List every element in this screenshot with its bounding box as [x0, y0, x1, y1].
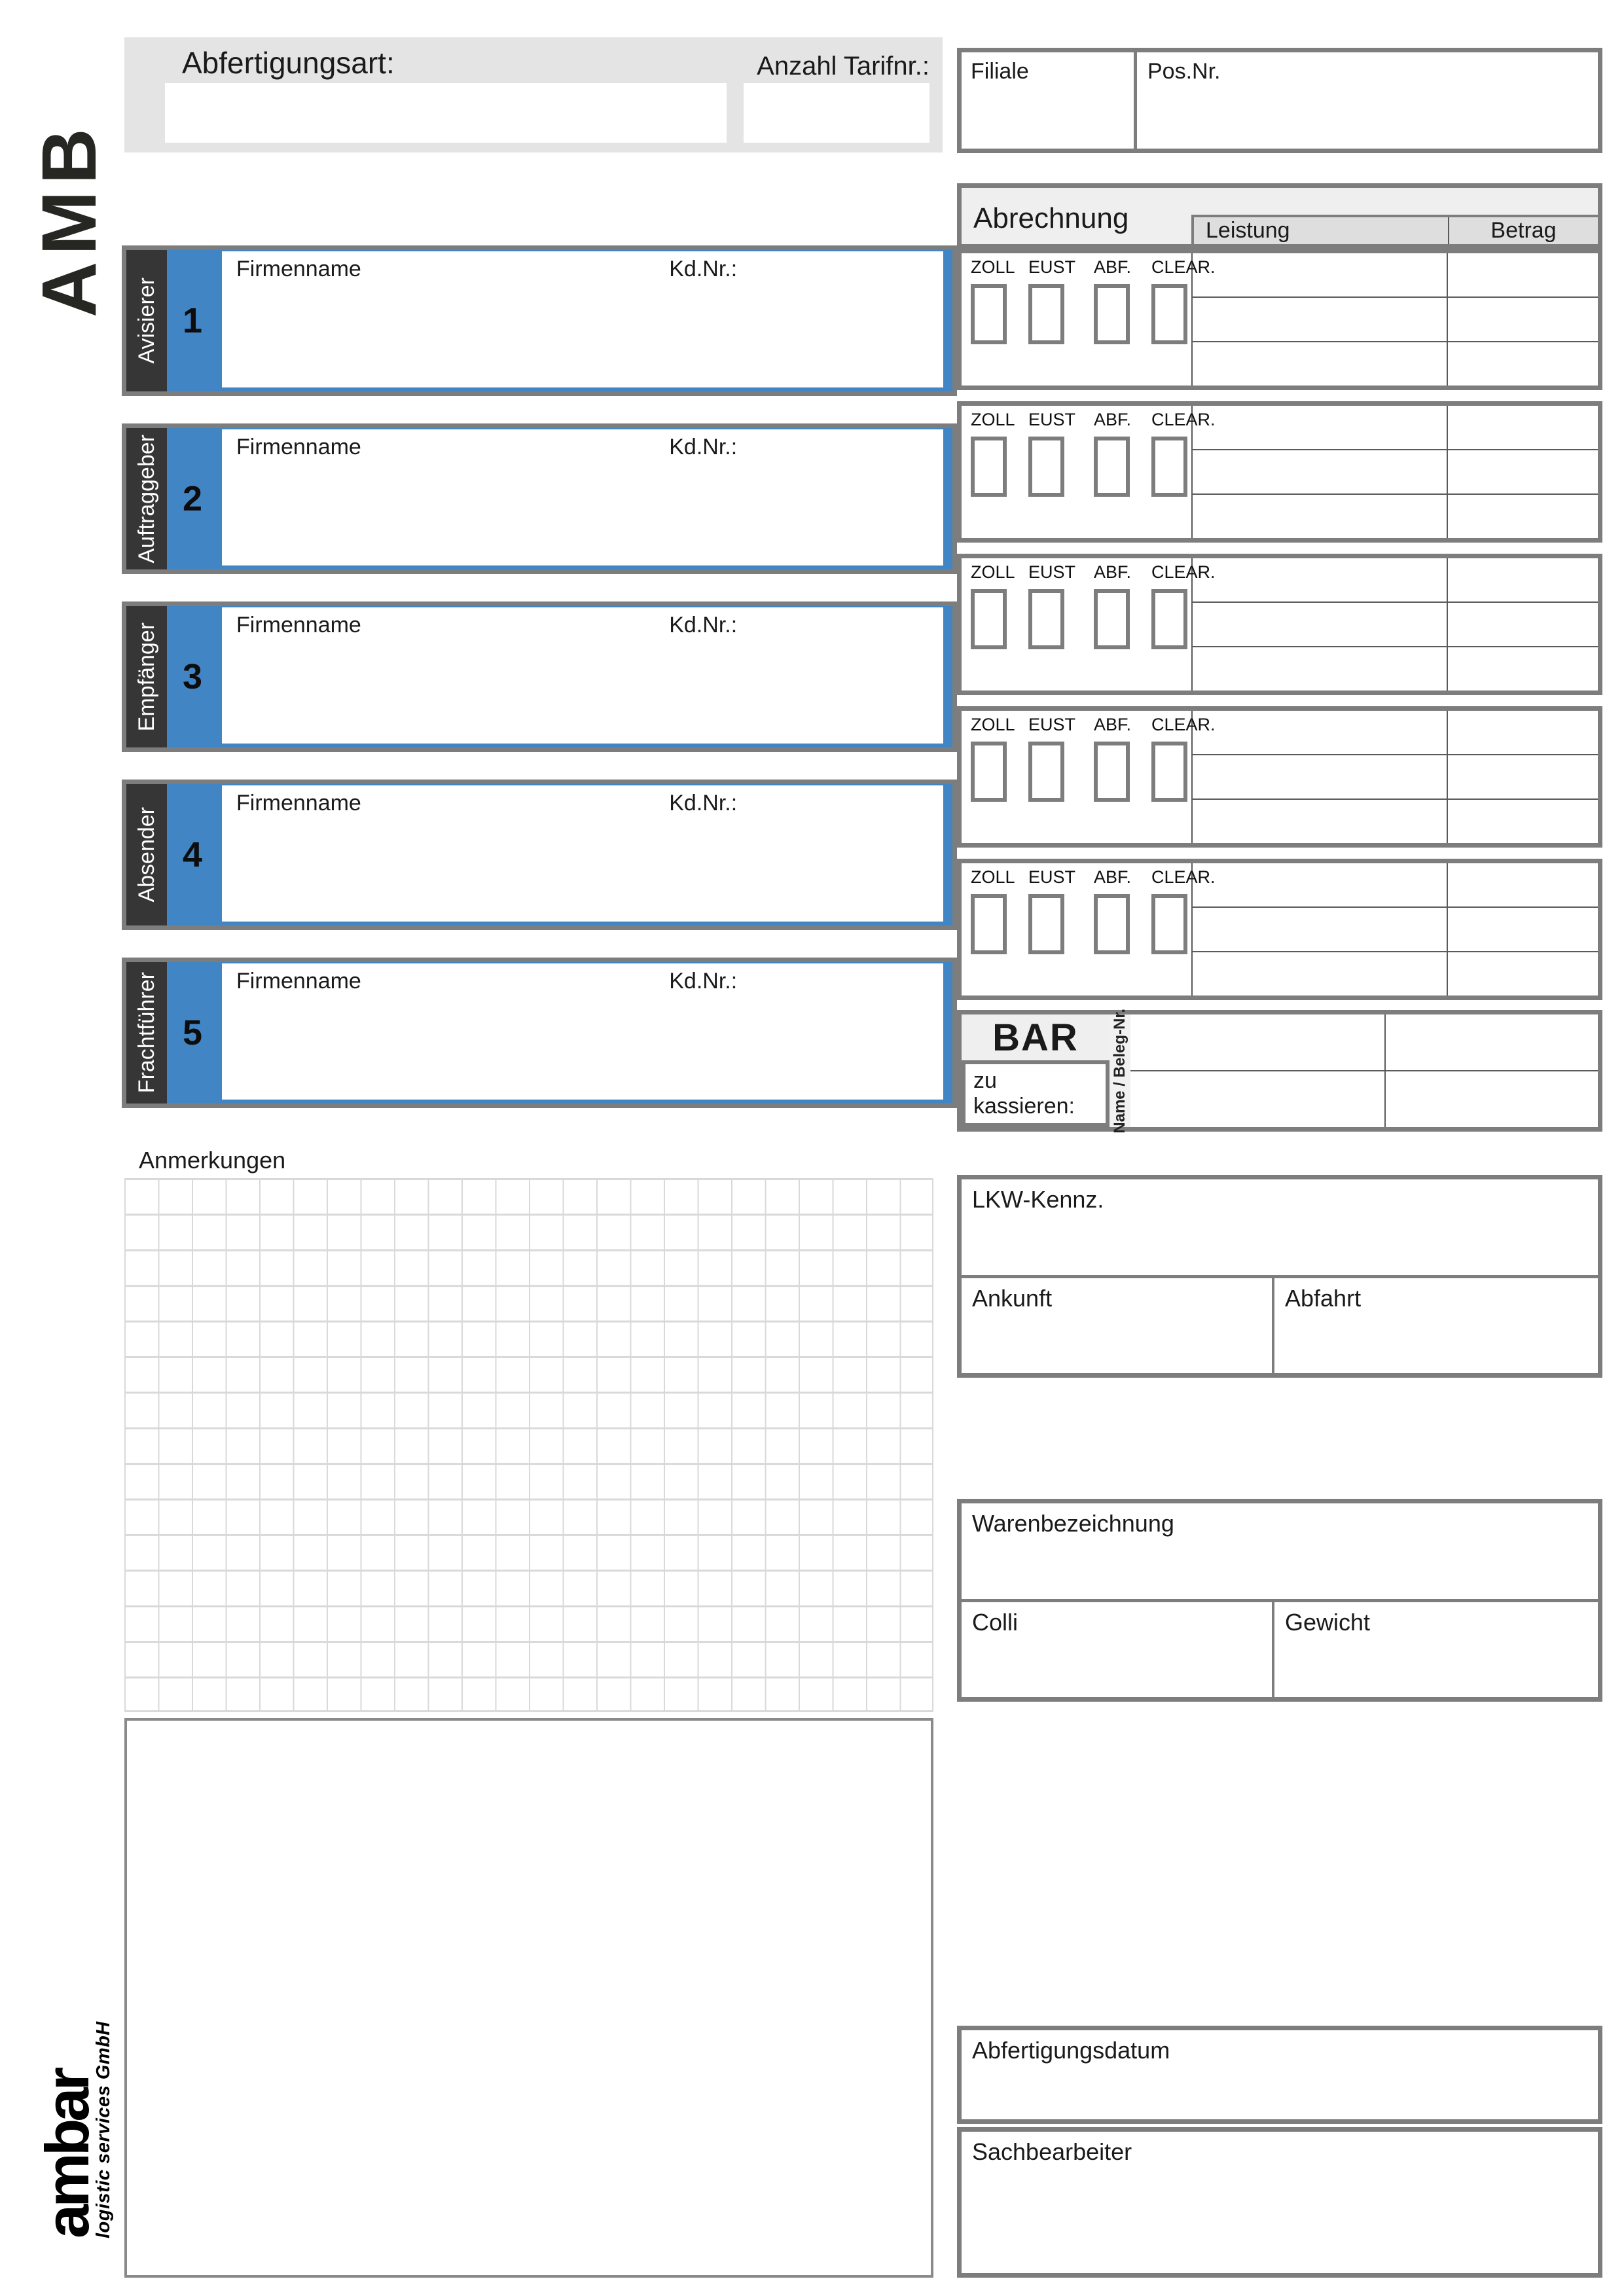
eust-group [1028, 257, 1075, 344]
filiale-label: Filiale [971, 59, 1029, 84]
party-address-field[interactable] [222, 785, 943, 922]
abf-label: ABF. [1094, 257, 1132, 277]
abf-checkbox[interactable] [1094, 742, 1130, 802]
party-role-label: Auftraggeber [134, 434, 159, 564]
zoll-label: ZOLL [971, 410, 1015, 429]
leistung-cell[interactable] [1193, 253, 1448, 296]
lkw-label: LKW-Kennz. [972, 1186, 1104, 1213]
billing-row [1193, 800, 1598, 843]
betrag-cell[interactable] [1448, 495, 1598, 538]
abrechnung-block [957, 554, 1602, 695]
billing-row [1193, 952, 1598, 996]
checkbox-zone [962, 253, 1216, 386]
billing-row [1193, 253, 1598, 298]
checkbox-zone [962, 406, 1216, 538]
clear-checkbox[interactable] [1151, 894, 1187, 954]
zoll-checkbox[interactable] [971, 284, 1007, 344]
abrechnung-column-headers [1191, 215, 1598, 244]
abrechnung-header [957, 183, 1602, 249]
clear-checkbox[interactable] [1151, 284, 1187, 344]
bar-rows [1130, 1014, 1598, 1127]
abf-group [1094, 257, 1131, 344]
abfertigungsart-section [124, 37, 943, 152]
betrag-column-header: Betrag [1490, 218, 1557, 243]
party-row [122, 601, 957, 752]
eust-group [1028, 562, 1075, 649]
posnr-field[interactable] [1137, 52, 1598, 149]
abf-label: ABF. [1094, 867, 1132, 887]
party-row [122, 958, 957, 1108]
zoll-group [971, 410, 1015, 497]
firmenname-label: Firmenname [236, 791, 361, 816]
zoll-group [971, 867, 1015, 954]
zoll-label: ZOLL [971, 715, 1015, 734]
abfahrt-field[interactable] [1274, 1278, 1598, 1373]
filiale-posnr-box [957, 48, 1602, 153]
anmerkungen-label: Anmerkungen [139, 1147, 286, 1174]
leistung-cell[interactable] [1193, 755, 1448, 798]
leistung-cell[interactable] [1193, 342, 1448, 386]
zu-kassieren-field[interactable] [962, 1060, 1110, 1127]
billing-row [1193, 406, 1598, 450]
abf-label: ABF. [1094, 410, 1132, 429]
abf-label: ABF. [1094, 715, 1132, 734]
clear-label: CLEAR. [1151, 715, 1216, 734]
name-beleg-strip [1110, 1008, 1130, 1134]
abf-group [1094, 867, 1131, 954]
party-row [122, 780, 957, 930]
abrechnung-block [957, 401, 1602, 543]
name-beleg-label: Name / Beleg-Nr. [1111, 1008, 1128, 1134]
colli-field[interactable] [962, 1602, 1274, 1697]
lkw-box [957, 1175, 1602, 1378]
bar-leistung-cell[interactable] [1130, 1071, 1386, 1127]
party-number: 3 [183, 657, 203, 696]
leistung-cell[interactable] [1193, 711, 1448, 754]
billing-table [1193, 406, 1598, 538]
eust-checkbox[interactable] [1028, 742, 1064, 802]
abrechnung-title: Abrechnung [973, 202, 1129, 234]
party-number: 5 [183, 1013, 203, 1052]
party-number: 2 [183, 479, 203, 518]
party-role-label: Frachtführer [134, 972, 159, 1094]
bar-section [957, 1010, 1602, 1132]
party-role-label: Avisierer [134, 278, 159, 364]
zoll-group [971, 715, 1015, 802]
betrag-cell[interactable] [1448, 406, 1598, 449]
party-role-tab [126, 962, 167, 1103]
party-number: 4 [183, 835, 203, 874]
betrag-cell[interactable] [1448, 253, 1598, 296]
zoll-label: ZOLL [971, 867, 1015, 887]
billing-row [1193, 342, 1598, 386]
abrechnung-block [957, 859, 1602, 1000]
eust-label: EUST [1028, 715, 1076, 734]
lkw-field[interactable] [962, 1179, 1598, 1220]
eust-label: EUST [1028, 562, 1076, 582]
betrag-cell[interactable] [1448, 558, 1598, 601]
betrag-cell[interactable] [1448, 711, 1598, 754]
party-address-field[interactable] [222, 429, 943, 565]
billing-row [1193, 863, 1598, 908]
eust-group [1028, 867, 1075, 954]
zu-kassieren-label: zu kassieren: [973, 1068, 1075, 1119]
anzahl-tarifnr-label: Anzahl Tarifnr.: [757, 52, 929, 81]
eust-label: EUST [1028, 410, 1076, 429]
warenbezeichnung-label: Warenbezeichnung [972, 1510, 1174, 1537]
betrag-cell[interactable] [1448, 603, 1598, 646]
betrag-cell[interactable] [1448, 908, 1598, 951]
bar-leistung-cell[interactable] [1130, 1014, 1386, 1070]
bar-betrag-cell[interactable] [1386, 1014, 1598, 1070]
ankunft-label: Ankunft [972, 1285, 1053, 1312]
party-role-tab [126, 784, 167, 925]
kdnr-label: Kd.Nr.: [669, 435, 738, 459]
firmenname-label: Firmenname [236, 257, 361, 281]
party-address-field[interactable] [222, 251, 943, 387]
party-role-tab [126, 250, 167, 391]
billing-table [1193, 253, 1598, 386]
free-notes-area[interactable] [124, 1718, 933, 2278]
abf-checkbox[interactable] [1094, 284, 1130, 344]
anmerkungen-grid[interactable] [124, 1178, 933, 1712]
zoll-checkbox[interactable] [971, 894, 1007, 954]
leistung-cell[interactable] [1193, 952, 1448, 996]
abf-checkbox[interactable] [1094, 894, 1130, 954]
amb-logo: AMB [26, 122, 113, 317]
zoll-group [971, 562, 1015, 649]
colli-gewicht-row [962, 1599, 1598, 1697]
clear-checkbox[interactable] [1151, 589, 1187, 649]
firmenname-label: Firmenname [236, 435, 361, 459]
party-role-tab [126, 606, 167, 747]
leistung-cell[interactable] [1193, 800, 1448, 843]
leistung-cell[interactable] [1193, 558, 1448, 601]
leistung-cell[interactable] [1193, 495, 1448, 538]
ambar-logo-subtitle: logistic services GmbH [93, 2021, 115, 2238]
sachbearbeiter-field[interactable] [957, 2127, 1602, 2278]
betrag-cell[interactable] [1448, 298, 1598, 341]
abf-label: ABF. [1094, 562, 1132, 582]
eust-group [1028, 715, 1075, 802]
checkbox-zone [962, 863, 1216, 996]
zoll-checkbox[interactable] [971, 742, 1007, 802]
kdnr-label: Kd.Nr.: [669, 969, 738, 994]
billing-row [1193, 908, 1598, 952]
betrag-cell[interactable] [1448, 647, 1598, 691]
party-role-label: Empfänger [134, 622, 159, 732]
party-number: 1 [183, 301, 203, 340]
clear-label: CLEAR. [1151, 410, 1216, 429]
zoll-group [971, 257, 1015, 344]
eust-checkbox[interactable] [1028, 894, 1064, 954]
abfertigungsart-label: Abfertigungsart: [182, 46, 395, 80]
eust-checkbox[interactable] [1028, 284, 1064, 344]
checkbox-zone [962, 711, 1216, 843]
bar-row [1130, 1014, 1598, 1071]
ankunft-field[interactable] [962, 1278, 1274, 1373]
colli-label: Colli [972, 1609, 1019, 1636]
betrag-cell[interactable] [1448, 450, 1598, 493]
ambar-logo [32, 1998, 120, 2238]
billing-row [1193, 298, 1598, 342]
leistung-cell[interactable] [1193, 406, 1448, 449]
leistung-cell[interactable] [1193, 450, 1448, 493]
leistung-cell[interactable] [1193, 908, 1448, 951]
betrag-cell[interactable] [1448, 863, 1598, 906]
billing-row [1193, 755, 1598, 800]
leistung-cell[interactable] [1193, 647, 1448, 691]
sachbearbeiter-label: Sachbearbeiter [972, 2138, 1132, 2165]
bar-row [1130, 1071, 1598, 1127]
billing-row [1193, 711, 1598, 755]
abf-group [1094, 715, 1131, 802]
billing-row [1193, 450, 1598, 495]
betrag-cell[interactable] [1448, 755, 1598, 798]
betrag-cell[interactable] [1448, 800, 1598, 843]
firmenname-label: Firmenname [236, 613, 361, 637]
gewicht-label: Gewicht [1285, 1609, 1371, 1636]
billing-table [1193, 863, 1598, 996]
party-role-label: Absender [134, 807, 159, 903]
clear-checkbox[interactable] [1151, 437, 1187, 497]
leistung-cell[interactable] [1193, 603, 1448, 646]
clear-label: CLEAR. [1151, 257, 1216, 277]
eust-checkbox[interactable] [1028, 437, 1064, 497]
eust-checkbox[interactable] [1028, 589, 1064, 649]
eust-group [1028, 410, 1075, 497]
eust-label: EUST [1028, 867, 1076, 887]
abrechnung-block [957, 249, 1602, 390]
zoll-label: ZOLL [971, 562, 1015, 582]
party-address-field[interactable] [222, 607, 943, 744]
filiale-field[interactable] [962, 52, 1137, 149]
warenbezeichnung-field[interactable] [962, 1503, 1598, 1544]
zoll-checkbox[interactable] [971, 437, 1007, 497]
clear-label: CLEAR. [1151, 867, 1216, 887]
ankunft-abfahrt-row [962, 1275, 1598, 1373]
clear-checkbox[interactable] [1151, 742, 1187, 802]
abfertigungsdatum-label: Abfertigungsdatum [972, 2037, 1170, 2064]
kdnr-label: Kd.Nr.: [669, 613, 738, 637]
abf-group [1094, 410, 1131, 497]
gewicht-field[interactable] [1274, 1602, 1598, 1697]
bar-betrag-cell[interactable] [1386, 1071, 1598, 1127]
party-row [122, 423, 957, 574]
party-role-tab [126, 428, 167, 569]
abfahrt-label: Abfahrt [1285, 1285, 1362, 1312]
zoll-checkbox[interactable] [971, 589, 1007, 649]
party-address-field[interactable] [222, 963, 943, 1100]
betrag-cell[interactable] [1448, 342, 1598, 386]
party-row [122, 245, 957, 396]
kdnr-label: Kd.Nr.: [669, 791, 738, 816]
firmenname-label: Firmenname [236, 969, 361, 994]
abrechnung-block [957, 706, 1602, 848]
clear-label: CLEAR. [1151, 562, 1216, 582]
leistung-cell[interactable] [1193, 298, 1448, 341]
kdnr-label: Kd.Nr.: [669, 257, 738, 281]
billing-row [1193, 647, 1598, 691]
billing-row [1193, 558, 1598, 603]
leistung-column-header: Leistung [1194, 217, 1449, 244]
billing-table [1193, 711, 1598, 843]
abfertigungsdatum-field[interactable] [957, 2026, 1602, 2124]
abfertigungsart-input[interactable] [165, 83, 727, 143]
abf-group [1094, 562, 1131, 649]
posnr-label: Pos.Nr. [1147, 59, 1221, 84]
checkbox-zone [962, 558, 1216, 691]
ambar-logo-name: ambar [32, 2070, 101, 2238]
zoll-label: ZOLL [971, 257, 1015, 277]
abf-checkbox[interactable] [1094, 437, 1130, 497]
anzahl-tarifnr-input[interactable] [744, 83, 929, 143]
betrag-cell[interactable] [1448, 952, 1598, 996]
waren-box [957, 1499, 1602, 1702]
billing-row [1193, 603, 1598, 647]
billing-table [1193, 558, 1598, 691]
leistung-cell[interactable] [1193, 863, 1448, 906]
abf-checkbox[interactable] [1094, 589, 1130, 649]
bar-title: BAR [962, 1014, 1110, 1060]
eust-label: EUST [1028, 257, 1076, 277]
billing-row [1193, 495, 1598, 538]
